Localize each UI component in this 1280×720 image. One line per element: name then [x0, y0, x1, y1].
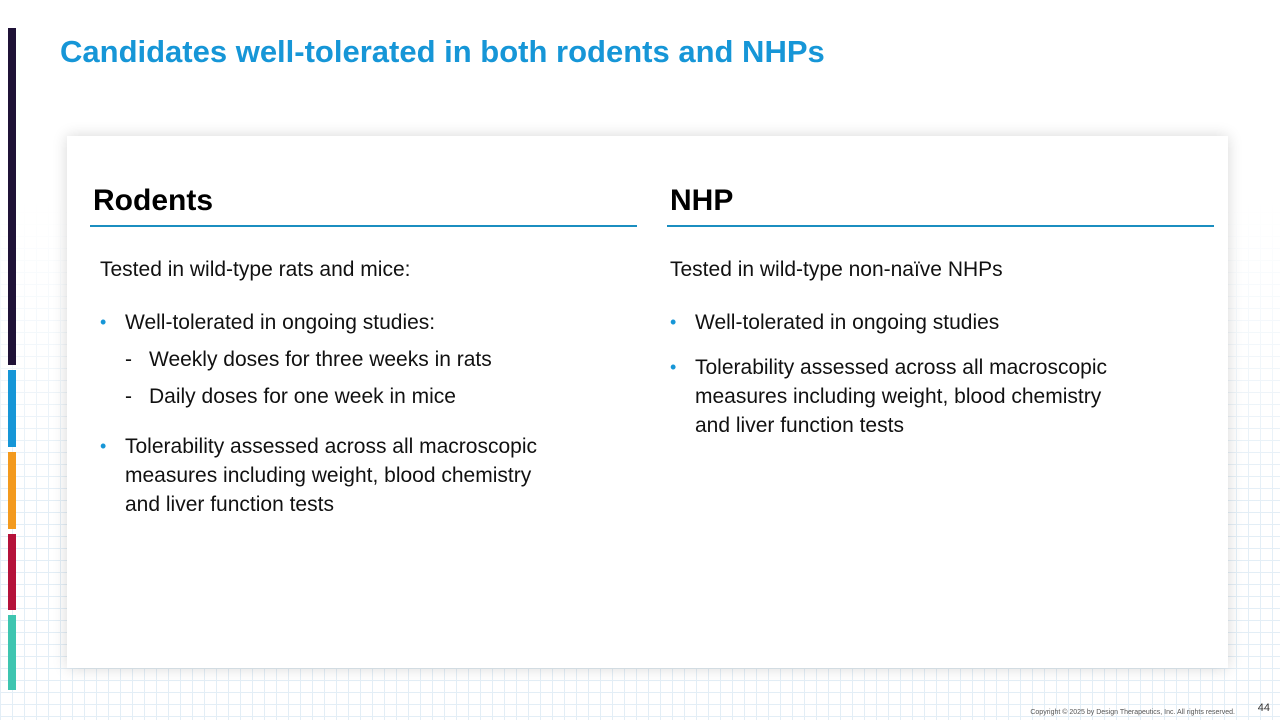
nhp-intro: Tested in wild-type non-naïve NHPs [670, 258, 1003, 281]
rodents-sub-item-2: Daily doses for one week in mice [149, 385, 456, 408]
accent-bar-segment-2 [8, 370, 16, 447]
bullet-icon: • [100, 312, 107, 332]
dash-icon: - [125, 348, 132, 371]
list-item [670, 353, 1120, 440]
copyright-notice: Copyright © 2025 by Design Therapeutics, Inc. All rights reserved. [1030, 709, 1235, 716]
rodents-heading: Rodents [93, 184, 213, 217]
bullet-icon: • [670, 357, 677, 377]
list-item [125, 341, 550, 378]
list-item [100, 432, 550, 519]
bullet-icon: • [670, 312, 677, 332]
dash-icon: - [125, 385, 132, 408]
slide-title: Candidates well-tolerated in both rodents and NHPs [60, 34, 825, 69]
list-item [670, 308, 1120, 337]
accent-bar-segment-3 [8, 452, 16, 529]
rodents-intro: Tested in wild-type rats and mice: [100, 258, 411, 281]
rodents-bullet-2-text: Tolerability assessed across all macroscopic measures including weight, blood chemistry and liver function tests [125, 435, 537, 516]
accent-bar-segment-1 [8, 28, 16, 365]
nhp-heading-rule [667, 225, 1214, 227]
nhp-bullet-1-text: Well-tolerated in ongoing studies [695, 311, 1000, 334]
rodents-sub-list [125, 341, 550, 415]
accent-bar-segment-5 [8, 615, 16, 690]
rodents-bullet-list [100, 308, 550, 519]
nhp-heading: NHP [670, 184, 734, 217]
content-card [67, 136, 1228, 668]
list-item [125, 378, 550, 415]
rodents-bullet-1-text: Well-tolerated in ongoing studies: [125, 311, 436, 334]
list-item [100, 308, 550, 415]
rodents-sub-item-1: Weekly doses for three weeks in rats [149, 348, 492, 371]
page-number: 44 [1257, 702, 1270, 714]
nhp-bullet-list [670, 308, 1120, 440]
bullet-icon: • [100, 436, 107, 456]
rodents-heading-rule [90, 225, 637, 227]
nhp-bullet-2-text: Tolerability assessed across all macroscopic measures including weight, blood chemistry and liver function tests [695, 356, 1107, 437]
accent-bar-segment-4 [8, 534, 16, 610]
